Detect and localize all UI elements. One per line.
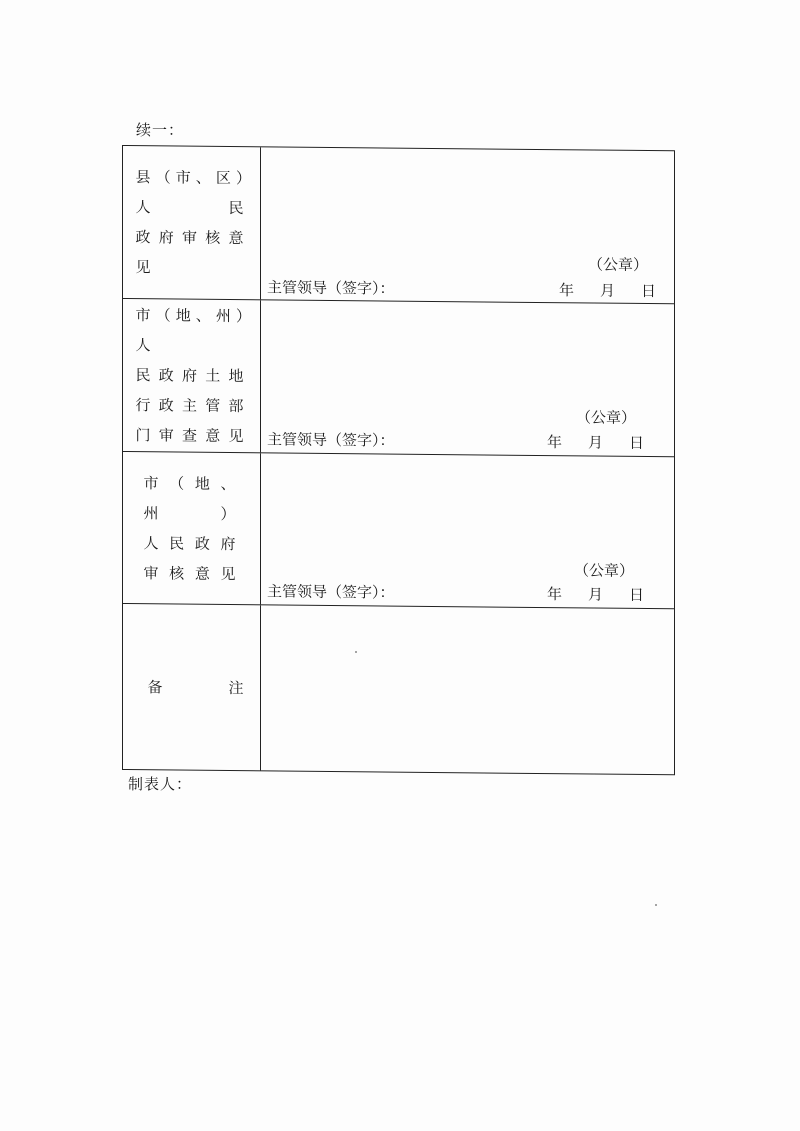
label-line: 市（地、州）	[143, 473, 240, 523]
row-label	[144, 468, 240, 589]
row-label-cell	[123, 146, 261, 299]
year-label: 年	[558, 281, 574, 300]
continuation-heading: 续一：	[136, 121, 185, 139]
label-line: 政府审核意见	[135, 228, 248, 277]
leader-signature-label: 主管领导（签字）：	[267, 430, 395, 450]
day-label: 日	[628, 585, 644, 605]
form-preparer-label: 制表人：	[128, 775, 193, 793]
day-label: 日	[640, 281, 656, 301]
label-line: 县（市、区）人民	[135, 168, 248, 218]
year-label: 年	[546, 433, 562, 452]
label-line: 市（地、州）人	[135, 306, 248, 355]
row-label	[136, 162, 248, 283]
label-line: 人民政府	[143, 533, 240, 553]
opinion-field[interactable]	[261, 147, 674, 303]
label-line: 审核意见	[143, 563, 240, 583]
opinion-field[interactable]	[261, 453, 674, 608]
remarks-label-right: 注	[228, 679, 244, 698]
date-line	[547, 583, 644, 605]
year-label: 年	[546, 585, 562, 604]
county-government-review-row	[123, 146, 674, 303]
scan-speck	[355, 651, 357, 653]
date-line	[559, 279, 656, 301]
month-label: 月	[587, 433, 603, 452]
leader-signature-label: 主管领导（签字）：	[267, 582, 395, 602]
approval-form-table	[122, 145, 675, 775]
scan-speck	[655, 904, 657, 906]
leader-signature-label: 主管领导（签字）：	[267, 278, 395, 298]
opinion-field[interactable]	[261, 300, 674, 456]
remarks-row	[123, 603, 674, 774]
prefecture-government-review-row	[123, 451, 674, 608]
official-seal-placeholder: （公章）	[573, 561, 634, 580]
remarks-label-left: 备	[147, 678, 163, 697]
date-line	[547, 431, 644, 453]
row-label-cell	[123, 452, 261, 604]
day-label: 日	[628, 433, 644, 453]
remarks-label	[140, 676, 244, 698]
label-line: 民政府土地	[135, 366, 248, 386]
official-seal-placeholder: （公章）	[575, 408, 636, 427]
land-administration-review-row	[123, 298, 674, 456]
official-seal-placeholder: （公章）	[587, 255, 648, 275]
month-label: 月	[599, 281, 615, 300]
label-line: 门审查意见	[135, 426, 248, 446]
label-line: 行政主管部	[135, 396, 248, 416]
row-label	[136, 300, 248, 451]
month-label: 月	[587, 585, 603, 604]
row-label-cell	[123, 604, 261, 770]
row-label-cell	[123, 299, 261, 452]
remarks-field[interactable]	[261, 605, 674, 774]
